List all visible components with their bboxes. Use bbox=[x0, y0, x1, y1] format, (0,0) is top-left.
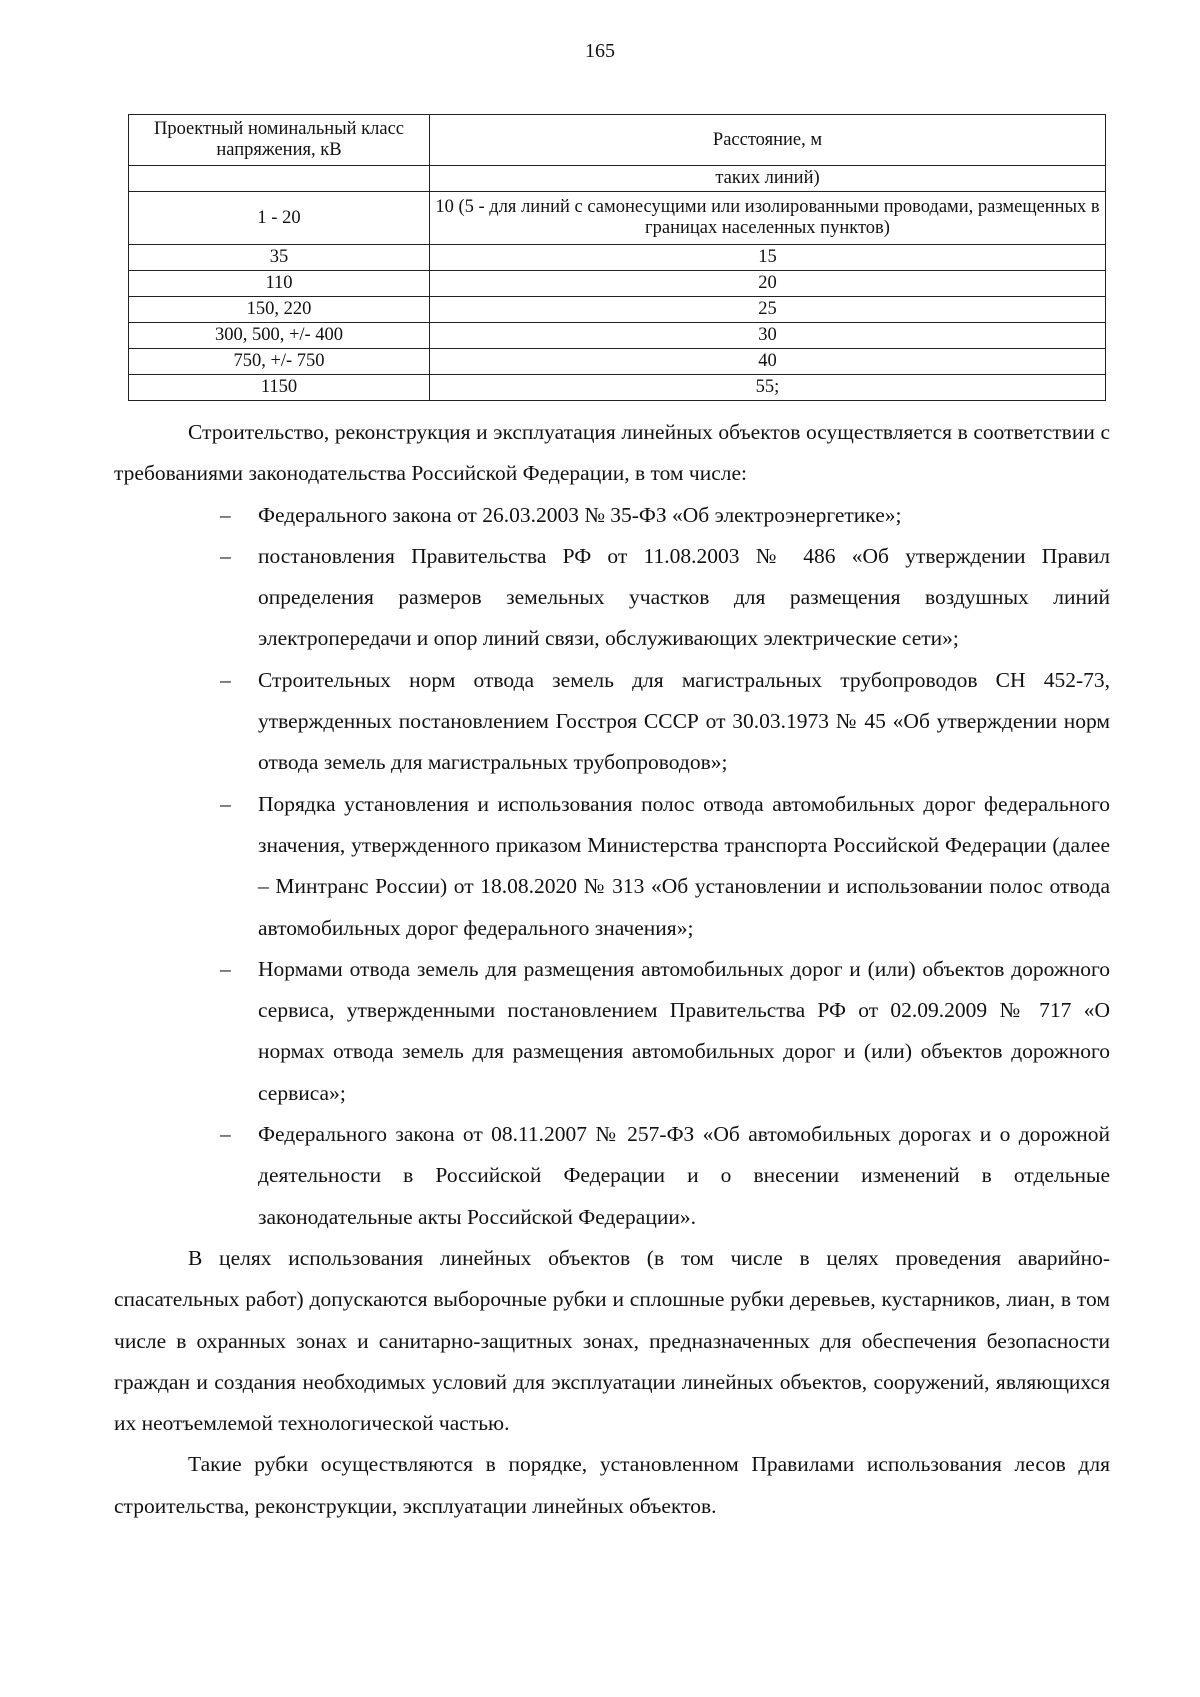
table-cell-voltage: 35 bbox=[129, 245, 430, 271]
list-dash: – bbox=[220, 543, 231, 568]
table-header-row bbox=[129, 115, 1106, 166]
legislation-list bbox=[114, 495, 1110, 1238]
list-item-text: Федерального закона от 08.11.2007 № 257-ФЗ «Об автомобильных дорогах и о дорожной деятельности в Российской Федерации и о внесении изменений в отдельные законодательные акты Российской Федерации». bbox=[258, 1122, 1110, 1229]
table-cell-distance: 20 bbox=[430, 271, 1106, 297]
table-cell-voltage bbox=[129, 166, 430, 192]
list-item bbox=[114, 1114, 1110, 1238]
list-dash: – bbox=[220, 667, 231, 692]
table-cell-distance: 15 bbox=[430, 245, 1106, 271]
table-cell-distance: таких линий) bbox=[430, 166, 1106, 192]
list-dash: – bbox=[220, 1122, 231, 1147]
table-cell-distance: 10 (5 - для линий с самонесущими или изолированными проводами, размещенных в границах населенных пунктов) bbox=[430, 192, 1106, 245]
table-continuation-row bbox=[129, 166, 1106, 192]
table-cell-distance: 40 bbox=[430, 349, 1106, 375]
list-dash: – bbox=[220, 791, 231, 816]
table-row bbox=[129, 323, 1106, 349]
list-item bbox=[114, 536, 1110, 660]
list-item-text: Федерального закона от 26.03.2003 № 35-ФЗ «Об электроэнергетике»; bbox=[258, 502, 902, 527]
table-row bbox=[129, 192, 1106, 245]
table-cell-distance: 30 bbox=[430, 323, 1106, 349]
table-row bbox=[129, 245, 1106, 271]
table-cell-voltage: 1 - 20 bbox=[129, 192, 430, 245]
table-row bbox=[129, 297, 1106, 323]
list-item bbox=[114, 660, 1110, 784]
table-row bbox=[129, 271, 1106, 297]
header-voltage-class: Проектный номинальный класс напряжения, кВ bbox=[129, 115, 430, 166]
table-row bbox=[129, 375, 1106, 401]
table-cell-voltage: 300, 500, +/- 400 bbox=[129, 323, 430, 349]
list-item-text: Строительных норм отвода земель для магистральных трубопроводов СН 452-73, утвержденных постановлением Госстроя СССР от 30.03.1973 № 45 «Об утверждении норм отвода земель для магистральных трубопроводов»; bbox=[258, 667, 1110, 775]
table-cell-voltage: 1150 bbox=[129, 375, 430, 401]
table-cell-voltage: 750, +/- 750 bbox=[129, 349, 430, 375]
felling-paragraph: В целях использования линейных объектов (в том числе в целях проведения аварийно-спасательных работ) допускаются выборочные рубки и сплошные рубки деревьев, кустарников, лиан, в том числе в охранных зонах и санитарно-защитных зонах, предназначенных для обеспечения безопасности граждан и создания необходимых условий для эксплуатации линейных объектов, сооружений, являющихся их неотъемлемой технологической частью. bbox=[114, 1245, 1110, 1436]
intro-paragraph: Строительство, реконструкция и эксплуатация линейных объектов осуществляется в соответствии с требованиями законодательства Российской Федерации, в том числе: bbox=[114, 420, 1110, 486]
distance-table bbox=[128, 114, 1106, 401]
table-cell-voltage: 110 bbox=[129, 271, 430, 297]
body-text bbox=[114, 412, 1110, 1527]
list-item-text: Порядка установления и использования полос отвода автомобильных дорог федерального значения, утвержденного приказом Министерства транспорта Российской Федерации (далее – Минтранс России) от 18.08.2020 № 313 «Об установлении и использовании полос отвода автомобильных дорог федерального значения»; bbox=[258, 791, 1110, 940]
list-item-text: Нормами отвода земель для размещения автомобильных дорог и (или) объектов дорожного сервиса, утвержденными постановлением Правительства РФ от 02.09.2009 № 717 «О нормах отвода земель для размещения автомобильных дорог и (или) объектов дорожного сервиса»; bbox=[258, 956, 1110, 1105]
table-cell-voltage: 150, 220 bbox=[129, 297, 430, 323]
table-cell-distance: 55; bbox=[430, 375, 1106, 401]
list-item-text: постановления Правительства РФ от 11.08.2003 № 486 «Об утверждении Правил определения размеров земельных участков для размещения воздушных линий электропередачи и опор линий связи, обслуживающих электрические сети»; bbox=[258, 543, 1110, 651]
list-dash: – bbox=[220, 502, 231, 527]
header-distance: Расстояние, м bbox=[430, 115, 1106, 166]
list-item bbox=[114, 949, 1110, 1114]
list-item bbox=[114, 784, 1110, 949]
table-row bbox=[129, 349, 1106, 375]
list-item bbox=[114, 495, 1110, 536]
page-number: 165 bbox=[585, 40, 615, 62]
rules-paragraph: Такие рубки осуществляются в порядке, установленном Правилами использования лесов для строительства, реконструкции, эксплуатации линейных объектов. bbox=[114, 1452, 1110, 1518]
table-cell-distance: 25 bbox=[430, 297, 1106, 323]
list-dash: – bbox=[220, 956, 231, 981]
